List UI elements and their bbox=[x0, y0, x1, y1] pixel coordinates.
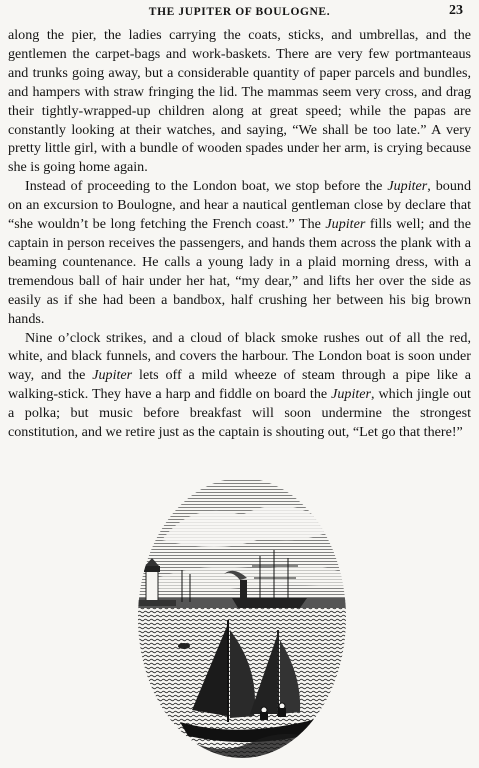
paragraph-1: along the pier, the ladies carrying the coats, sticks, and umbrellas, and the gentlemen the carpet-bags and work-baskets. There are very few portmanteaus and trunks going away, but a considerable quantity of paper parcels and bundles, and hampers with straw fringing the lid. The mammas seem very cross, and drag their tightly-wrapped-up children along at great speed; while the papas are constantly looking at their watches, and saying, “We shall be too late.” A very pretty little girl, with a bundle of wooden spades under her arm, is crying because she is going home again. bbox=[8, 27, 471, 176]
ship-name: Jupiter bbox=[387, 178, 428, 195]
running-title: THE JUPITER OF BOULOGNE. bbox=[148, 6, 331, 18]
ship-name: Jupiter bbox=[325, 216, 366, 233]
paragraph-2: Instead of proceeding to the London boat, we stop before the Jupiter, bound on an excursion to Boulogne, and hear a nautical gentleman close by declare that “she wouldn’t be long fetching the French coast.” The Jupiter fills well; and the captain in person receives the passengers, and hands them across the plank with a beaming countenance. He calls a young lady in a plaid morning dress, with a tremendous ball of hair under her hat, “my dear,” and lifts her over the side as easily as if she had been a bandbox, half crushing her between his big brown hands. bbox=[8, 178, 471, 327]
body-text bbox=[8, 26, 471, 442]
paragraph-3: Nine o’clock strikes, and a cloud of black smoke rushes out of all the red, white, and black funnels, and covers the harbour. The London boat is soon under way, and the Jupiter lets off a mild wheeze of steam through a pipe like a walking-stick. They have a harp and fiddle on board the Jupiter, which jingle out a polka; but music before breakfast will soon undermine the strongest constitution, and we retire just as the captain is shouting out, “Let go that there!” bbox=[8, 329, 471, 441]
engraving-harbour-scene bbox=[132, 470, 352, 760]
ship-name: Jupiter bbox=[92, 367, 133, 384]
page-number: 23 bbox=[449, 3, 463, 18]
ship-name: Jupiter bbox=[331, 386, 372, 403]
running-head bbox=[8, 0, 471, 26]
